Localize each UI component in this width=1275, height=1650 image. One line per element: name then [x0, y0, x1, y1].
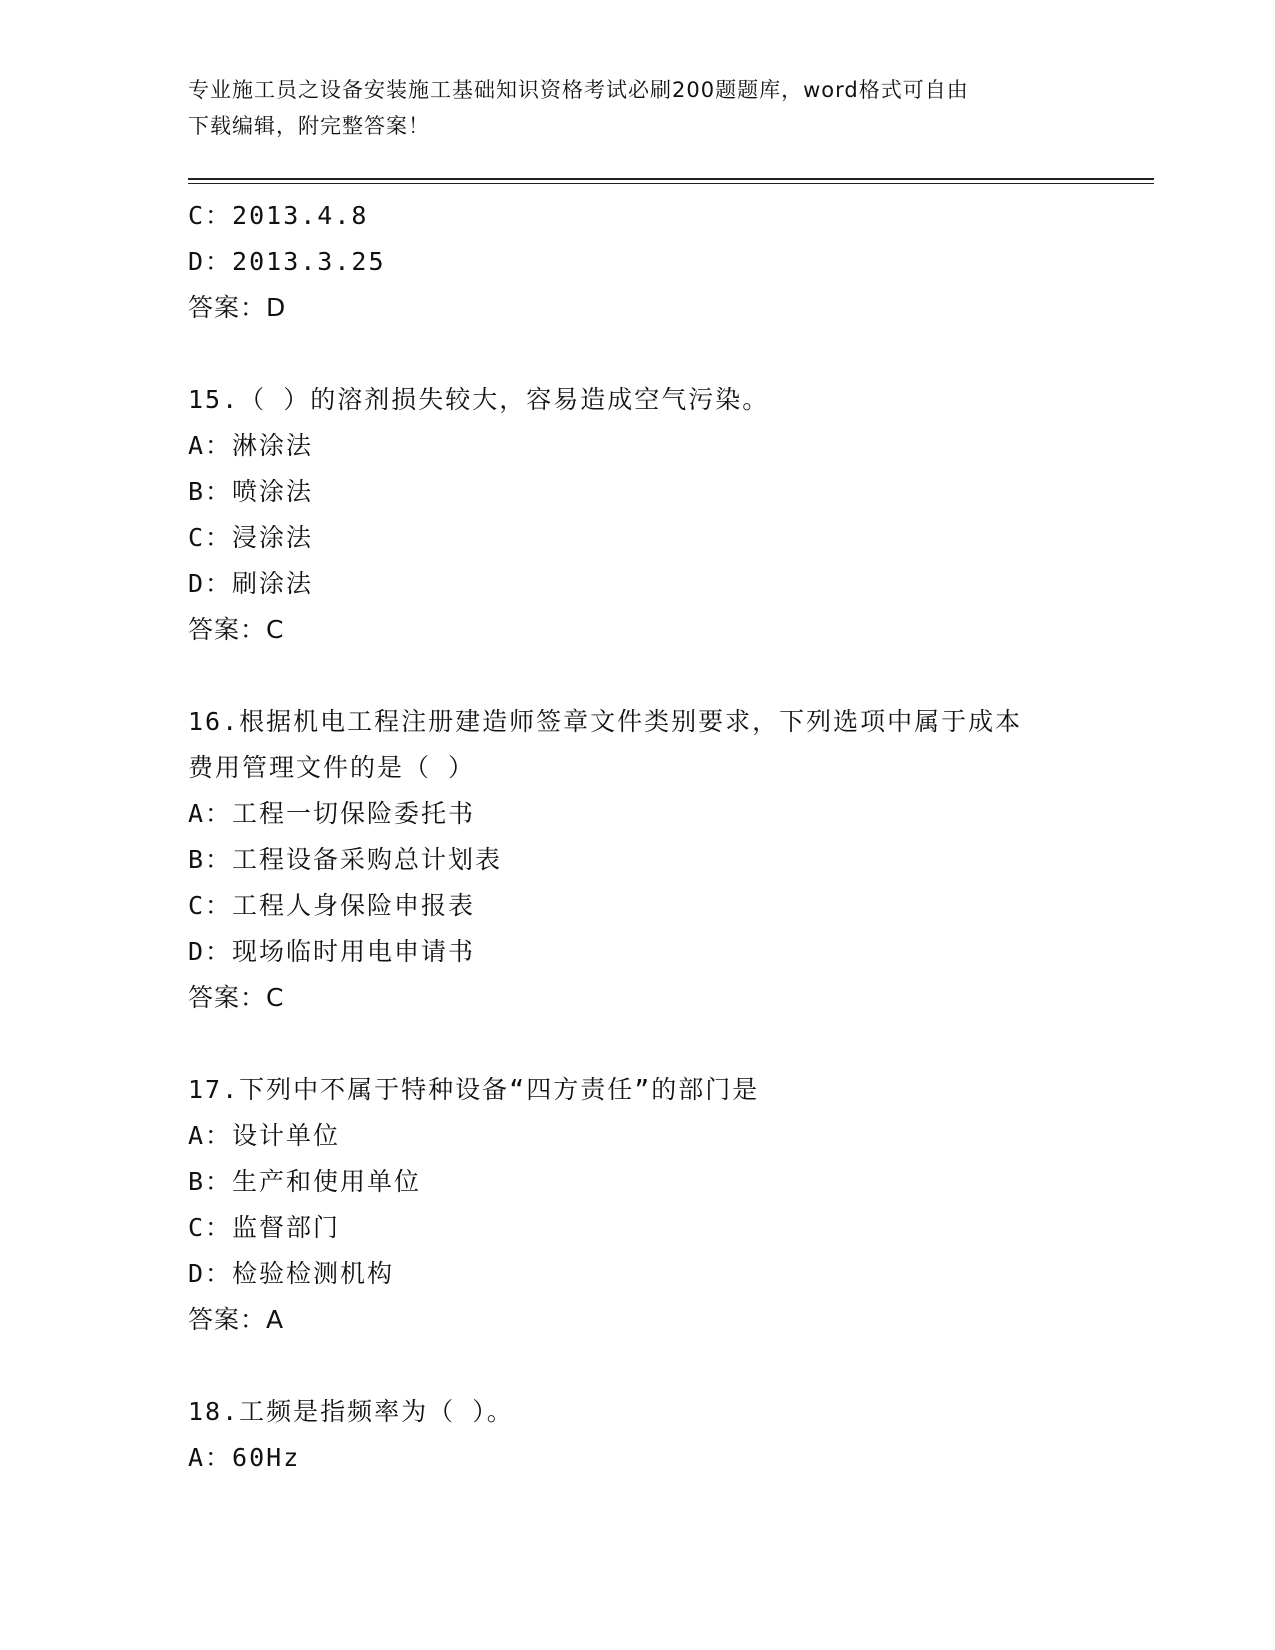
header-divider-thick [188, 178, 1154, 180]
header-title-line-1: 专业施工员之设备安装施工基础知识资格考试必刷200题题库，word格式可自由 [188, 78, 969, 102]
spacer [188, 1021, 1088, 1067]
option-b: B：生产和使用单位 [188, 1167, 422, 1196]
spacer [188, 331, 1088, 377]
header-divider-thin [188, 183, 1154, 184]
option-d: D：检验检测机构 [188, 1259, 395, 1288]
document-body [188, 193, 1088, 1481]
option-a: A：淋涂法 [188, 431, 314, 460]
option-c: C：工程人身保险申报表 [188, 891, 476, 920]
option-a: A：60Hz [188, 1443, 301, 1472]
question-stem-line-2: 费用管理文件的是（ ） [188, 753, 476, 782]
question-stem-line-1: 16.根据机电工程注册建造师签章文件类别要求，下列选项中属于成本 [188, 707, 1023, 736]
option-c: C：浸涂法 [188, 523, 314, 552]
answer-line: 答案：A [188, 1305, 285, 1334]
answer-line: 答案：C [188, 983, 285, 1012]
option-d: D：现场临时用电申请书 [188, 937, 476, 966]
option-d: D：2013.3.25 [188, 247, 386, 276]
option-b: B：喷涂法 [188, 477, 314, 506]
question-17 [188, 1067, 1088, 1343]
question-18 [188, 1389, 1088, 1481]
option-c: C：2013.4.8 [188, 201, 369, 230]
document-header [188, 72, 1088, 144]
question-stem: 15.（ ）的溶剂损失较大，容易造成空气污染。 [188, 385, 770, 414]
question-16 [188, 699, 1088, 1021]
spacer [188, 653, 1088, 699]
question-stem: 17.下列中不属于特种设备“四方责任”的部门是 [188, 1075, 760, 1104]
spacer [188, 1343, 1088, 1389]
option-c: C：监督部门 [188, 1213, 341, 1242]
question-stem: 18.工频是指频率为（ ）。 [188, 1397, 514, 1426]
option-a: A：设计单位 [188, 1121, 341, 1150]
previous-question-block [188, 193, 1088, 331]
question-15 [188, 377, 1088, 653]
answer-line: 答案：D [188, 293, 287, 322]
option-d: D：刷涂法 [188, 569, 314, 598]
option-a: A：工程一切保险委托书 [188, 799, 476, 828]
option-b: B：工程设备采购总计划表 [188, 845, 503, 874]
answer-line: 答案：C [188, 615, 285, 644]
header-title-line-2: 下载编辑，附完整答案！ [188, 114, 430, 138]
